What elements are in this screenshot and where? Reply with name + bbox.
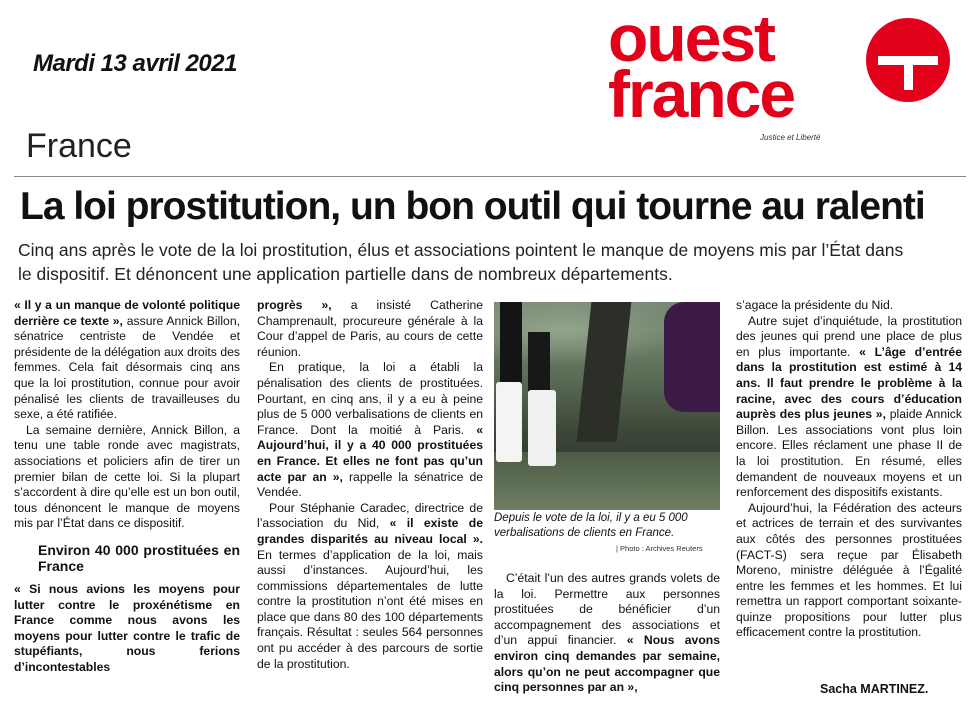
paragraph: progrès », a insisté Catherine Champrenault, procureure générale à la Cour d’appel de Paris, au cours de cette réunion. xyxy=(257,298,484,359)
ouest-france-logo xyxy=(608,1,948,142)
paragraph: C’était l’un des autres grands volets de la loi. Permettre aux personnes prostituées de bénéficier d’un accompagnement des associations et d’un appui financier. « Nous avons environ cinq demandes par semaine, alors qu’on ne peut accompagner que cinq personnes par an », xyxy=(494,571,720,695)
logo-wordmark xyxy=(608,1,795,131)
article-byline: Sacha MARTINEZ. xyxy=(820,682,929,696)
paragraph: Pour Stéphanie Caradec, directrice de l’association du Nid, « il existe de grandes disparités au niveau local ». En termes d’application de la loi, mais aussi d’instances. Aujourd’hui, les commissions départementales de lutte contre la prostitution n’ont été mises en place que dans 80 des 100 départements français. Résultat : seules 564 personnes ont pu accéder à des parcours de sortie de la prostitution. xyxy=(257,500,483,671)
publication-date: Mardi 13 avril 2021 xyxy=(33,50,237,77)
article-lede: Cinq ans après le vote de la loi prostitution, élus et associations pointent le manque de moyens mis par l’État dans le dispositif. Et dénoncent une application partielle dans de nombreux départements. xyxy=(18,240,904,284)
paragraph: En pratique, la loi a établi la pénalisation des clients de prostituées. Pourtant, en cinq ans, il y a eu à peine plus de 5 000 verbalisations de clients en France. Dont la moitié à Paris. « Aujourd’hui, il y a 40 000 prostituées en France. Et elles ne font pas qu’un acte par an », rappelle la sénatrice de Vendée. xyxy=(257,360,484,500)
logo-tagline: Justice et Liberté xyxy=(760,133,821,142)
logo-line-2: france xyxy=(608,57,795,131)
photo-credit: | Photo : Archives Reuters xyxy=(616,544,703,553)
article-column-1 xyxy=(14,298,240,675)
paragraph: « Il y a un manque de volonté politique derrière ce texte », assure Annick Billon, sénatrice centriste de Vendée et présidente de la délégation aux droits des femmes. Cela fait désormais cinq ans que la loi prostitution, connue pour avoir pénalisé les clients de travailleuses du sexe, a été ratifiée. xyxy=(14,298,240,422)
article-column-4 xyxy=(736,298,962,641)
section-divider xyxy=(14,176,966,177)
logo-line-1: ouest xyxy=(608,1,775,75)
paragraph: Autre sujet d’inquiétude, la prostitution des jeunes qui prend une place de plus en plus importante. « L’âge d’entrée dans la prostitution est estimé à 14 ans. Il faut prendre le problème à la racine, avec des cours d’éducation auprès des plus jeunes », plaide Annick Billon. Les associations vont plus loin encore. Elles réclament une phase II de la loi prostitution. En résumé, elles demandent de nouveaux moyens et un renforcement des dispositifs existants. xyxy=(736,313,962,500)
article-headline: La loi prostitution, un bon outil qui tourne au ralenti xyxy=(20,185,925,228)
logo-cross-icon xyxy=(866,18,950,102)
photo-caption: Depuis le vote de la loi, il y a eu 5 000 verbalisations de clients en France. xyxy=(494,512,688,539)
article-photo xyxy=(494,302,720,510)
paragraph: s’agace la présidente du Nid. xyxy=(736,298,894,312)
paragraph: Aujourd’hui, la Fédération des acteurs et actrices de terrain et des survivantes aux côtés des personnes prostituées (FACT-S) sera reçue par Élisabeth Moreno, ministre déléguée à l’Égalité entre les femmes et les hommes. Et lui remettra un rapport comportant soixante-quinze propositions pour lutter plus efficacement contre la prostitution. xyxy=(736,500,962,640)
article-column-2 xyxy=(257,298,483,672)
article-subhead: Environ 40 000 prostituées en France xyxy=(38,541,240,574)
paragraph: « Si nous avions les moyens pour lutter contre le proxénétisme en France comme nous avons les moyens pour lutter contre le trafic de stupéfiants, nous ferions d’incontestables xyxy=(14,581,240,674)
section-title: France xyxy=(26,127,132,165)
paragraph: La semaine dernière, Annick Billon, a tenu une table ronde avec magistrats, associations et policiers afin de tirer un premier bilan de cette loi. Si la plupart s’accordent à dire qu’elle est un bon outil, tous dénoncent le manque de moyens mis par l’État dans ce dispositif. xyxy=(14,422,240,531)
article-column-3 xyxy=(494,571,720,696)
